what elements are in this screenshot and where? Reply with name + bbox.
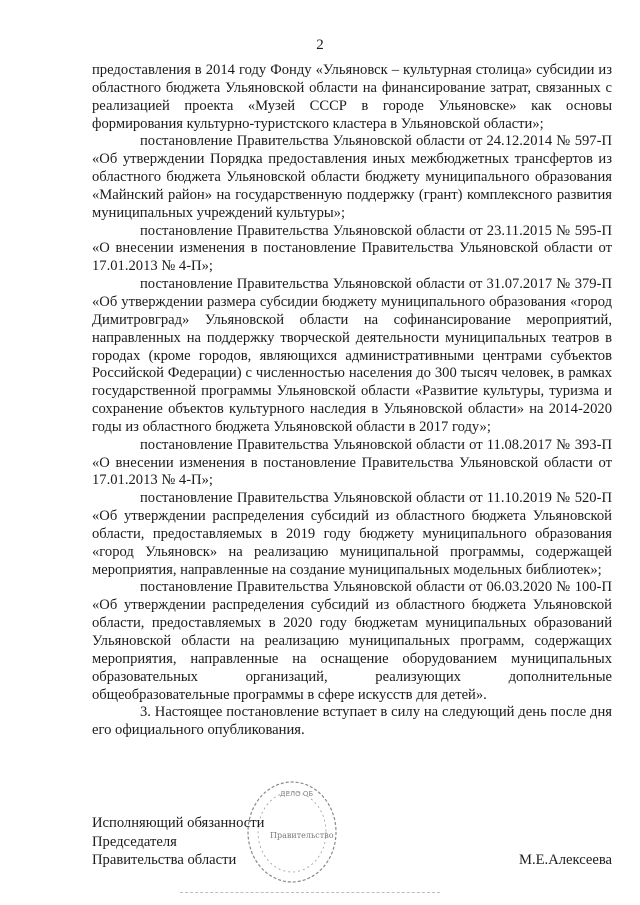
- paragraph-4: постановление Правительства Ульяновской области от 31.07.2017 № 379-П «Об утверждении размера субсидии бюджету муниципального образования «город Димитровград» Ульяновской области на софинансирование мероприятий, направленных на поддержку творческой деятельности муниципальных театров в городах (кроме городов, являющихся административными центрами субъектов Российской Федерации) с численностью населения до 300 тысяч человек, в рамках государственной программы Ульяновской области «Развитие культуры, туризма и сохранение объектов культурного наследия в Ульяновской области» на 2014-2020 годы из областного бюджета Ульяновской области в 2017 году»;: [92, 276, 612, 435]
- signer-title-line-2: Председателя: [92, 833, 177, 850]
- document-body: [92, 62, 612, 740]
- scan-edge-artifact: [180, 892, 440, 899]
- paragraph-8: 3. Настоящее постановление вступает в силу на следующий день после дня его официального опубликования.: [92, 704, 612, 739]
- paragraph-5: постановление Правительства Ульяновской области от 11.08.2017 № 393-П «О внесении изменения в постановление Правительства Ульяновской области от 17.01.2013 № 4-П»;: [92, 436, 612, 489]
- page-number: 2: [316, 37, 324, 53]
- signer-title-line-1: Исполняющий обязанности: [92, 815, 265, 831]
- paragraph-1: предоставления в 2014 году Фонду «Ульяновск – культурная столица» субсидии из областного бюджета Ульяновской области на финансирование затрат, связанных с реализацией проекта «Музей СССР в городе Ульяновске» как основы формирования культурно-туристского кластера в Ульяновской области»;: [92, 62, 612, 132]
- signature-block: [92, 814, 612, 870]
- seal-center-text: Правительство: [270, 831, 334, 840]
- signer-title-line-3: Правительства области: [92, 852, 237, 868]
- paragraph-6: постановление Правительства Ульяновской области от 11.10.2019 № 520-П «Об утверждении распределения субсидий из областного бюджета Ульяновской области, предоставляемых в 2019 году бюджету муниципального образования «город Ульяновск» на реализацию муниципальной программы, содержащей мероприятия, направленные на создание муниципальных модельных библиотек»;: [92, 490, 612, 578]
- paragraph-2: постановление Правительства Ульяновской области от 24.12.2014 № 597-П «Об утверждении Порядка предоставления иных межбюджетных трансфертов из областного бюджета Ульяновской области бюджету муниципального образования «Майнский район» на государственную поддержку (грант) комплексного развития муниципальных учреждений культуры»;: [92, 133, 612, 221]
- paragraph-7: постановление Правительства Ульяновской области от 06.03.2020 № 100-П «Об утверждении распределения субсидий из областного бюджета Ульяновской области, предоставляемых в 2020 году бюджетам муниципальных образований Ульяновской области на реализацию муниципальных программ, содержащих мероприятия, направленные на оснащение оборудованием муниципальных образовательных организаций, реализующих дополнительные общеобразовательные программы в сфере искусств для детей».: [92, 579, 612, 703]
- signer-name: М.Е.Алексеева: [519, 852, 612, 868]
- paragraph-3: постановление Правительства Ульяновской области от 23.11.2015 № 595-П «О внесении изменения в постановление Правительства Ульяновской области от 17.01.2013 № 4-П»;: [92, 222, 612, 275]
- seal-top-text: ДЕЛО ОБ: [280, 790, 314, 798]
